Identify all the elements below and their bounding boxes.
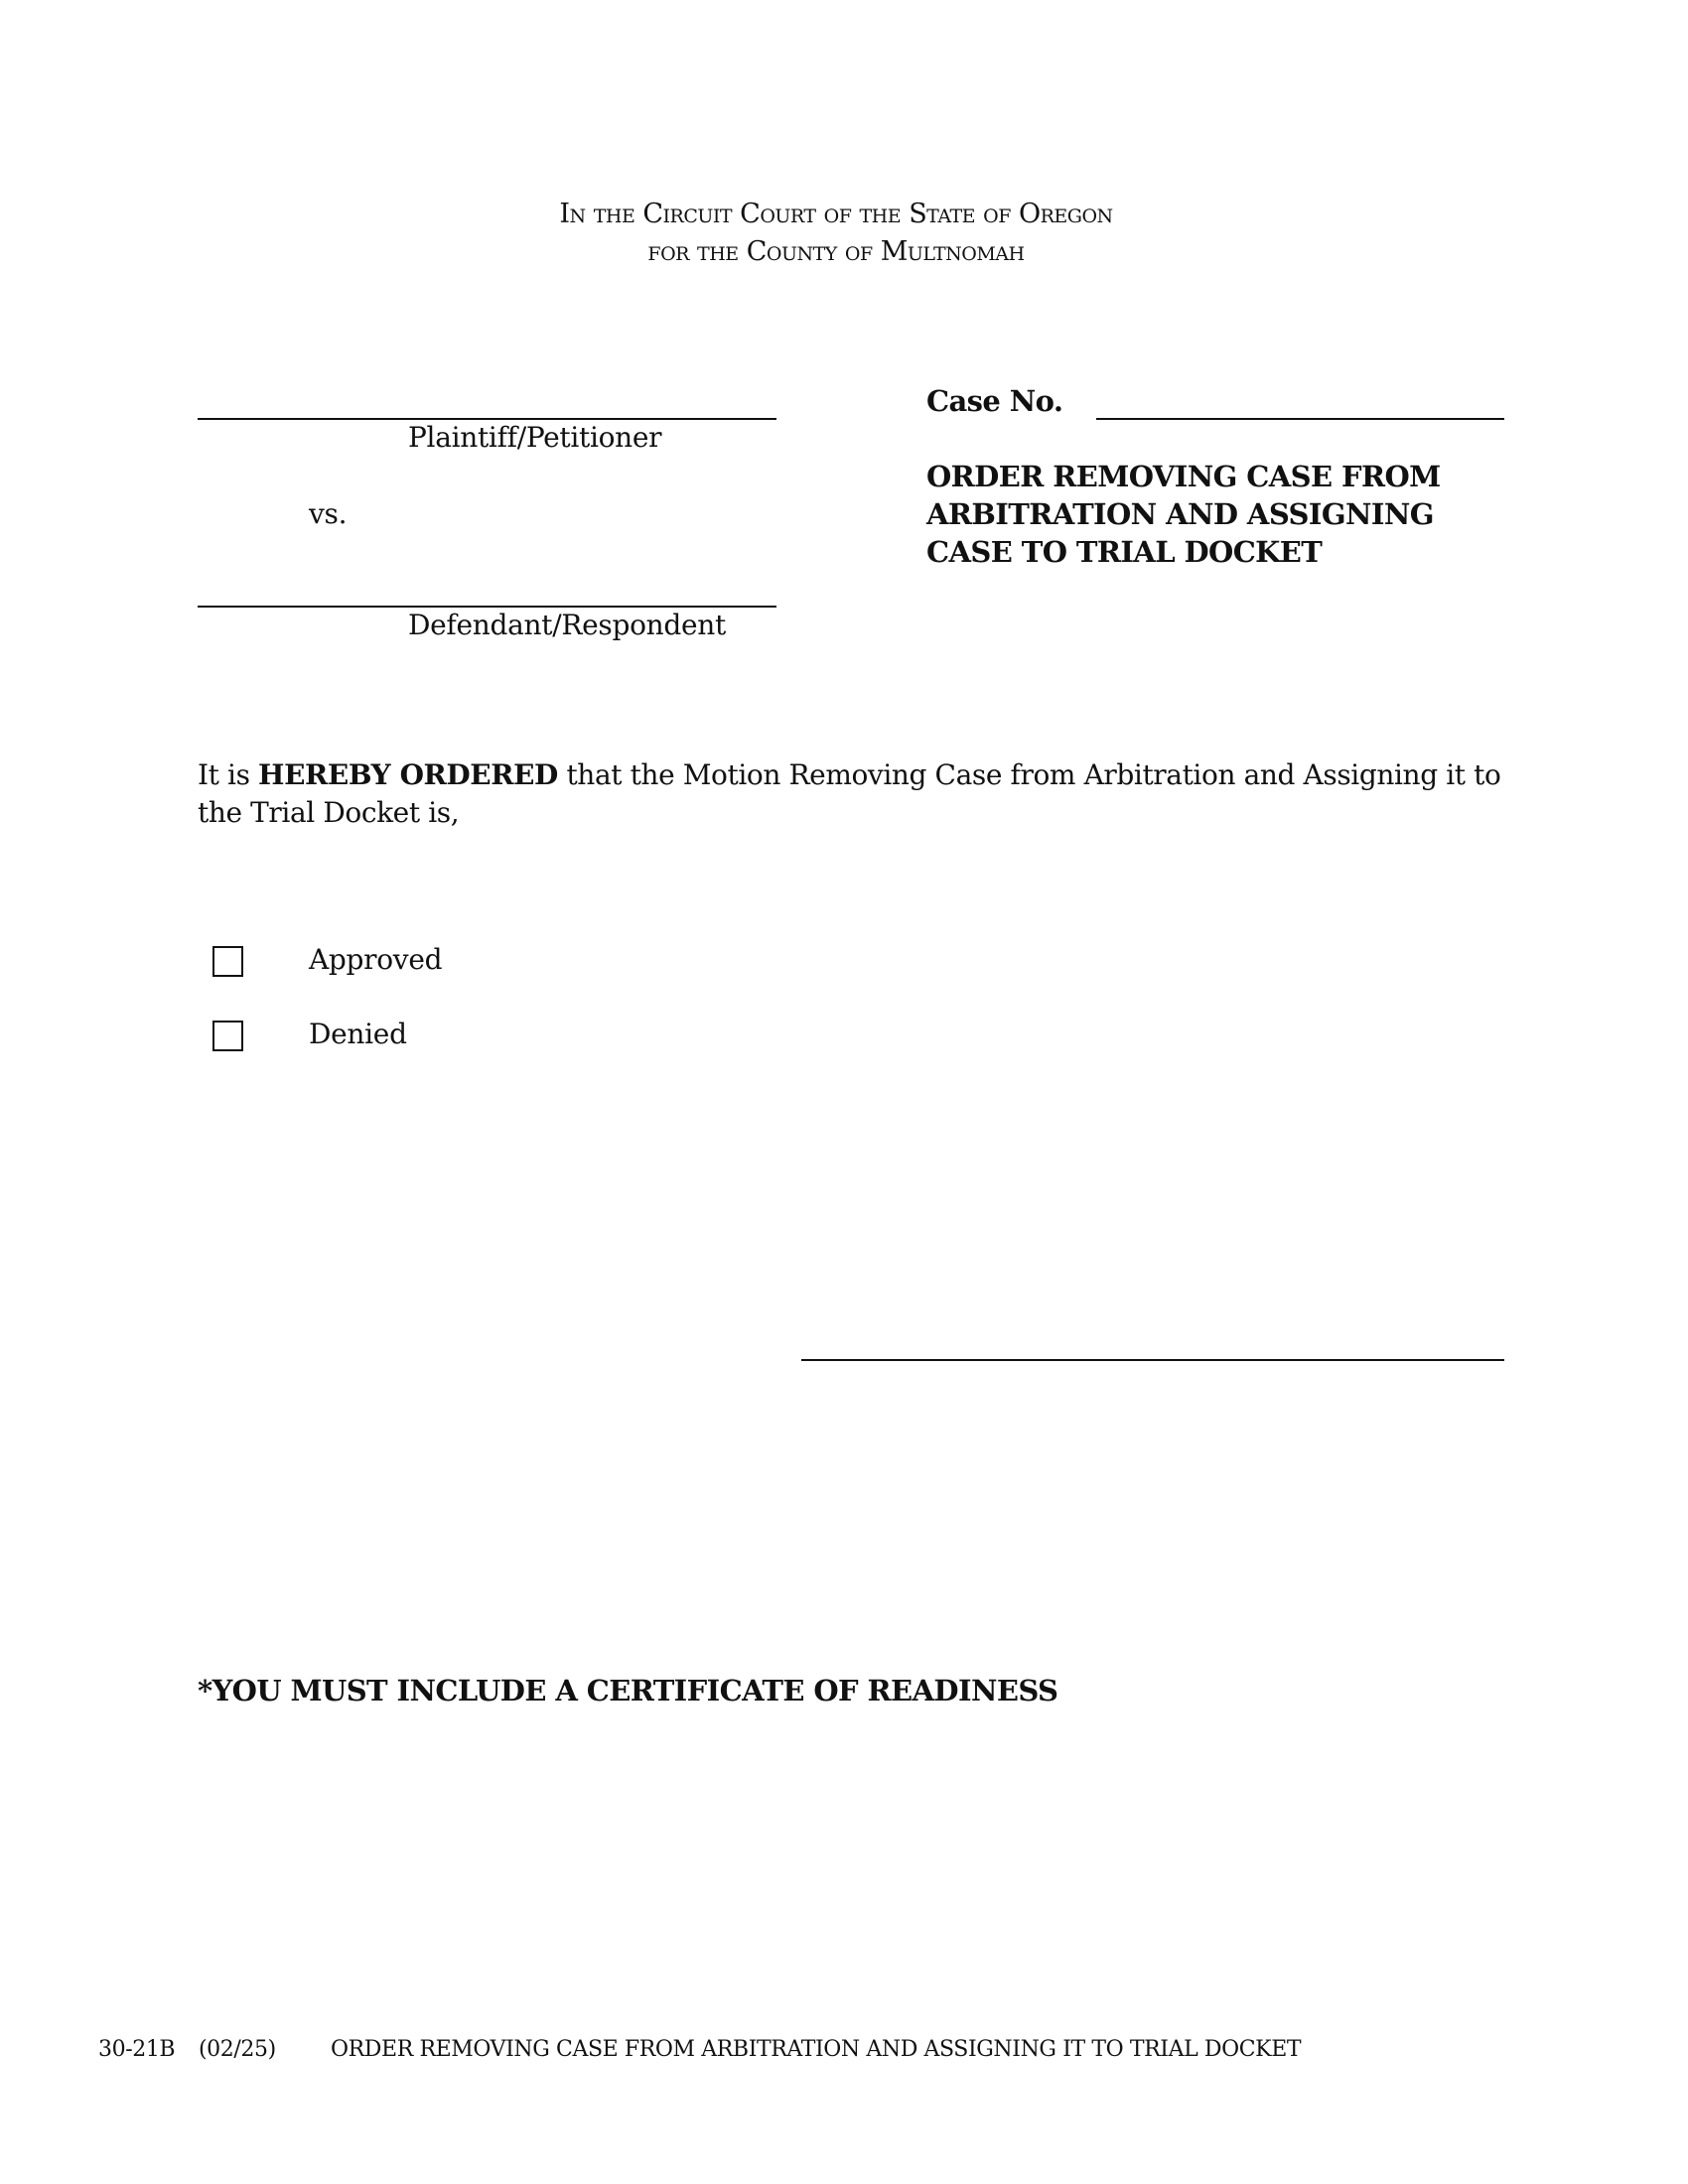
order-paragraph — [198, 756, 1518, 832]
document-title — [926, 458, 1441, 571]
title-line: ARBITRATION AND ASSIGNING — [926, 497, 1434, 531]
denied-label: Denied — [309, 1018, 407, 1050]
order-intro: It is — [198, 758, 259, 791]
form-revision: (02/25) — [199, 2037, 276, 2062]
certificate-notice: *YOU MUST INCLUDE A CERTIFICATE OF READINESS — [198, 1674, 1058, 1707]
order-text: that the Motion Removing Case from Arbitration and Assigning it to the Trial Docket is, — [198, 758, 1501, 829]
case-no-label: Case No. — [926, 384, 1063, 418]
defendant-label: Defendant/Respondent — [408, 609, 726, 641]
plaintiff-name-line[interactable] — [198, 418, 776, 420]
defendant-name-line[interactable] — [198, 606, 776, 608]
title-line: CASE TO TRIAL DOCKET — [926, 535, 1323, 569]
denied-checkbox[interactable] — [212, 1021, 243, 1051]
plaintiff-label: Plaintiff/Petitioner — [408, 421, 662, 454]
title-line: ORDER REMOVING CASE FROM — [926, 460, 1441, 493]
order-emphasis: HEREBY ORDERED — [258, 758, 558, 791]
case-no-field[interactable] — [1096, 418, 1504, 420]
form-number: 30-21B — [98, 2037, 176, 2062]
approved-label: Approved — [309, 943, 443, 976]
footer-form-title: ORDER REMOVING CASE FROM ARBITRATION AND ASSIGNING IT TO TRIAL DOCKET — [331, 2037, 1302, 2062]
approved-checkbox[interactable] — [212, 946, 243, 977]
judge-signature-line[interactable] — [801, 1359, 1504, 1361]
court-heading-line2: for the County of Multnomah — [647, 236, 1025, 267]
court-heading-line1: In the Circuit Court of the State of Oregon — [559, 199, 1113, 229]
vs-label: vs. — [309, 497, 348, 530]
